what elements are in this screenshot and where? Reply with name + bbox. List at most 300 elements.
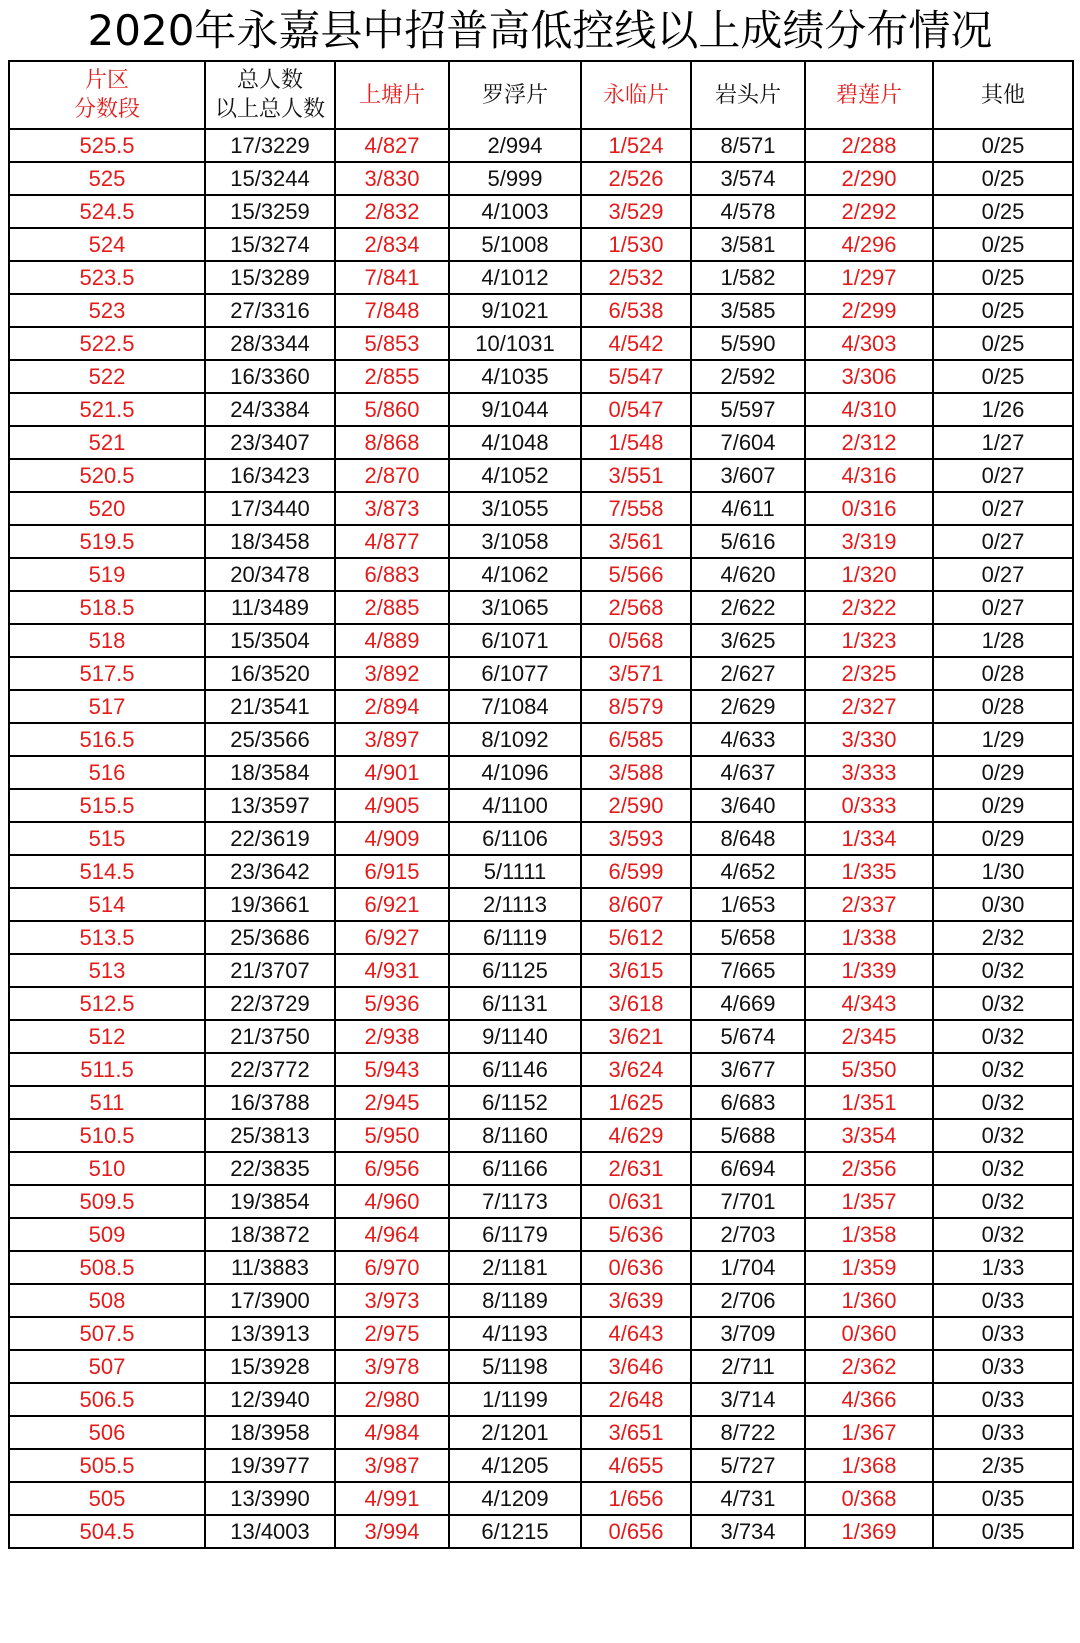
yantou-cell: 4/731 bbox=[691, 1482, 805, 1515]
shangtang-cell: 4/931 bbox=[335, 954, 449, 987]
score-band-cell: 509.5 bbox=[9, 1185, 205, 1218]
bilian-cell: 1/335 bbox=[805, 855, 933, 888]
yonglin-cell: 8/607 bbox=[581, 888, 691, 921]
other-cell: 0/25 bbox=[933, 360, 1073, 393]
bilian-cell: 0/368 bbox=[805, 1482, 933, 1515]
shangtang-cell: 3/987 bbox=[335, 1449, 449, 1482]
other-cell: 0/27 bbox=[933, 525, 1073, 558]
yantou-cell: 5/727 bbox=[691, 1449, 805, 1482]
total-cell: 12/3940 bbox=[205, 1383, 335, 1416]
bilian-cell: 2/356 bbox=[805, 1152, 933, 1185]
other-cell: 0/35 bbox=[933, 1515, 1073, 1548]
yantou-cell: 4/633 bbox=[691, 723, 805, 756]
shangtang-cell: 4/960 bbox=[335, 1185, 449, 1218]
total-cell: 13/4003 bbox=[205, 1515, 335, 1548]
table-row bbox=[9, 657, 1073, 690]
other-cell: 0/28 bbox=[933, 690, 1073, 723]
luofu-cell: 3/1065 bbox=[449, 591, 581, 624]
luofu-cell: 6/1071 bbox=[449, 624, 581, 657]
table-row bbox=[9, 327, 1073, 360]
total-cell: 18/3458 bbox=[205, 525, 335, 558]
score-band-cell: 505 bbox=[9, 1482, 205, 1515]
shangtang-cell: 5/936 bbox=[335, 987, 449, 1020]
header-bilian: 碧莲片 bbox=[805, 61, 933, 129]
other-cell: 0/32 bbox=[933, 1119, 1073, 1152]
bilian-cell: 5/350 bbox=[805, 1053, 933, 1086]
score-band-cell: 514 bbox=[9, 888, 205, 921]
yantou-cell: 7/701 bbox=[691, 1185, 805, 1218]
table-row bbox=[9, 921, 1073, 954]
other-cell: 0/32 bbox=[933, 1152, 1073, 1185]
score-band-cell: 510 bbox=[9, 1152, 205, 1185]
bilian-cell: 2/337 bbox=[805, 888, 933, 921]
total-header bbox=[205, 61, 335, 129]
other-cell: 0/25 bbox=[933, 228, 1073, 261]
shangtang-cell: 6/956 bbox=[335, 1152, 449, 1185]
other-cell: 0/32 bbox=[933, 1020, 1073, 1053]
yantou-cell: 1/653 bbox=[691, 888, 805, 921]
luofu-cell: 6/1077 bbox=[449, 657, 581, 690]
table-row bbox=[9, 1350, 1073, 1383]
other-cell: 0/25 bbox=[933, 162, 1073, 195]
other-cell: 0/32 bbox=[933, 1086, 1073, 1119]
bilian-cell: 1/320 bbox=[805, 558, 933, 591]
yantou-cell: 8/722 bbox=[691, 1416, 805, 1449]
total-cell: 22/3835 bbox=[205, 1152, 335, 1185]
yonglin-cell: 6/599 bbox=[581, 855, 691, 888]
luofu-cell: 4/1048 bbox=[449, 426, 581, 459]
score-band-cell: 516 bbox=[9, 756, 205, 789]
total-cell: 27/3316 bbox=[205, 294, 335, 327]
total-cell: 23/3407 bbox=[205, 426, 335, 459]
yantou-cell: 4/669 bbox=[691, 987, 805, 1020]
other-cell: 0/28 bbox=[933, 657, 1073, 690]
luofu-cell: 3/1058 bbox=[449, 525, 581, 558]
bilian-cell: 0/360 bbox=[805, 1317, 933, 1350]
total-cell: 17/3229 bbox=[205, 129, 335, 162]
bilian-cell: 2/312 bbox=[805, 426, 933, 459]
other-cell: 2/32 bbox=[933, 921, 1073, 954]
score-band-cell: 519 bbox=[9, 558, 205, 591]
other-cell: 0/27 bbox=[933, 591, 1073, 624]
shangtang-cell: 4/827 bbox=[335, 129, 449, 162]
table-row bbox=[9, 1515, 1073, 1548]
shangtang-cell: 6/883 bbox=[335, 558, 449, 591]
other-cell: 1/27 bbox=[933, 426, 1073, 459]
other-cell: 0/25 bbox=[933, 195, 1073, 228]
table-row bbox=[9, 1020, 1073, 1053]
luofu-cell: 4/1096 bbox=[449, 756, 581, 789]
table-row bbox=[9, 129, 1073, 162]
header-yantou: 岩头片 bbox=[691, 61, 805, 129]
other-cell: 0/27 bbox=[933, 492, 1073, 525]
total-cell: 19/3977 bbox=[205, 1449, 335, 1482]
bilian-cell: 4/343 bbox=[805, 987, 933, 1020]
bilian-cell: 1/323 bbox=[805, 624, 933, 657]
yantou-cell: 8/648 bbox=[691, 822, 805, 855]
shangtang-cell: 3/994 bbox=[335, 1515, 449, 1548]
yonglin-cell: 3/551 bbox=[581, 459, 691, 492]
yantou-cell: 4/578 bbox=[691, 195, 805, 228]
score-band-cell: 508.5 bbox=[9, 1251, 205, 1284]
yonglin-cell: 3/621 bbox=[581, 1020, 691, 1053]
yonglin-cell: 3/618 bbox=[581, 987, 691, 1020]
score-band-cell: 515 bbox=[9, 822, 205, 855]
other-cell: 0/32 bbox=[933, 1185, 1073, 1218]
bilian-cell: 1/339 bbox=[805, 954, 933, 987]
score-band-cell: 504.5 bbox=[9, 1515, 205, 1548]
total-cell: 21/3750 bbox=[205, 1020, 335, 1053]
score-band-cell: 520 bbox=[9, 492, 205, 525]
yonglin-cell: 2/631 bbox=[581, 1152, 691, 1185]
luofu-cell: 2/1113 bbox=[449, 888, 581, 921]
luofu-cell: 1/1199 bbox=[449, 1383, 581, 1416]
shangtang-cell: 2/980 bbox=[335, 1383, 449, 1416]
luofu-cell: 10/1031 bbox=[449, 327, 581, 360]
yonglin-cell: 2/526 bbox=[581, 162, 691, 195]
bilian-cell: 1/369 bbox=[805, 1515, 933, 1548]
table-row bbox=[9, 228, 1073, 261]
bilian-cell: 2/292 bbox=[805, 195, 933, 228]
bilian-cell: 0/316 bbox=[805, 492, 933, 525]
shangtang-cell: 3/830 bbox=[335, 162, 449, 195]
luofu-cell: 2/1181 bbox=[449, 1251, 581, 1284]
bilian-cell: 1/358 bbox=[805, 1218, 933, 1251]
score-band-cell: 518 bbox=[9, 624, 205, 657]
total-cell: 15/3244 bbox=[205, 162, 335, 195]
score-band-cell: 505.5 bbox=[9, 1449, 205, 1482]
yantou-cell: 2/592 bbox=[691, 360, 805, 393]
table-row bbox=[9, 1053, 1073, 1086]
shangtang-cell: 4/909 bbox=[335, 822, 449, 855]
bilian-cell: 2/322 bbox=[805, 591, 933, 624]
shangtang-cell: 6/970 bbox=[335, 1251, 449, 1284]
yantou-cell: 4/652 bbox=[691, 855, 805, 888]
table-row bbox=[9, 261, 1073, 294]
luofu-cell: 6/1131 bbox=[449, 987, 581, 1020]
score-band-cell: 520.5 bbox=[9, 459, 205, 492]
luofu-cell: 4/1193 bbox=[449, 1317, 581, 1350]
shangtang-cell: 2/885 bbox=[335, 591, 449, 624]
yonglin-cell: 3/639 bbox=[581, 1284, 691, 1317]
yonglin-cell: 3/571 bbox=[581, 657, 691, 690]
other-cell: 0/25 bbox=[933, 327, 1073, 360]
shangtang-cell: 2/834 bbox=[335, 228, 449, 261]
other-cell: 1/26 bbox=[933, 393, 1073, 426]
score-band-cell: 513.5 bbox=[9, 921, 205, 954]
score-band-cell: 524 bbox=[9, 228, 205, 261]
luofu-cell: 6/1215 bbox=[449, 1515, 581, 1548]
score-band-cell: 506 bbox=[9, 1416, 205, 1449]
yonglin-cell: 3/615 bbox=[581, 954, 691, 987]
luofu-cell: 6/1166 bbox=[449, 1152, 581, 1185]
score-band-cell: 507 bbox=[9, 1350, 205, 1383]
other-cell: 0/33 bbox=[933, 1284, 1073, 1317]
table-row bbox=[9, 723, 1073, 756]
yonglin-cell: 2/568 bbox=[581, 591, 691, 624]
table-row bbox=[9, 822, 1073, 855]
table-row bbox=[9, 789, 1073, 822]
shangtang-cell: 5/853 bbox=[335, 327, 449, 360]
yantou-cell: 6/694 bbox=[691, 1152, 805, 1185]
table-row bbox=[9, 558, 1073, 591]
luofu-cell: 4/1209 bbox=[449, 1482, 581, 1515]
total-cell: 15/3504 bbox=[205, 624, 335, 657]
bilian-cell: 2/327 bbox=[805, 690, 933, 723]
bilian-cell: 2/362 bbox=[805, 1350, 933, 1383]
luofu-cell: 5/1198 bbox=[449, 1350, 581, 1383]
yantou-cell: 2/706 bbox=[691, 1284, 805, 1317]
other-cell: 0/25 bbox=[933, 129, 1073, 162]
total-cell: 17/3900 bbox=[205, 1284, 335, 1317]
yonglin-cell: 3/588 bbox=[581, 756, 691, 789]
other-cell: 0/33 bbox=[933, 1350, 1073, 1383]
total-cell: 18/3872 bbox=[205, 1218, 335, 1251]
other-cell: 0/32 bbox=[933, 987, 1073, 1020]
other-cell: 0/27 bbox=[933, 558, 1073, 591]
table-row bbox=[9, 624, 1073, 657]
shangtang-cell: 4/991 bbox=[335, 1482, 449, 1515]
shangtang-cell: 5/950 bbox=[335, 1119, 449, 1152]
shangtang-cell: 6/927 bbox=[335, 921, 449, 954]
shangtang-cell: 2/832 bbox=[335, 195, 449, 228]
other-cell: 1/29 bbox=[933, 723, 1073, 756]
other-cell: 1/28 bbox=[933, 624, 1073, 657]
header-yonglin: 永临片 bbox=[581, 61, 691, 129]
shangtang-cell: 4/905 bbox=[335, 789, 449, 822]
luofu-cell: 6/1146 bbox=[449, 1053, 581, 1086]
shangtang-cell: 2/945 bbox=[335, 1086, 449, 1119]
bilian-cell: 2/345 bbox=[805, 1020, 933, 1053]
yantou-cell: 5/674 bbox=[691, 1020, 805, 1053]
score-band-cell: 517 bbox=[9, 690, 205, 723]
yantou-cell: 7/665 bbox=[691, 954, 805, 987]
header-luofu: 罗浮片 bbox=[449, 61, 581, 129]
score-band-cell: 521 bbox=[9, 426, 205, 459]
shangtang-cell: 6/921 bbox=[335, 888, 449, 921]
luofu-cell: 4/1052 bbox=[449, 459, 581, 492]
yonglin-cell: 6/538 bbox=[581, 294, 691, 327]
yonglin-cell: 5/566 bbox=[581, 558, 691, 591]
score-band-cell: 524.5 bbox=[9, 195, 205, 228]
shangtang-cell: 2/894 bbox=[335, 690, 449, 723]
bilian-cell: 3/319 bbox=[805, 525, 933, 558]
shangtang-cell: 4/877 bbox=[335, 525, 449, 558]
total-cell: 13/3597 bbox=[205, 789, 335, 822]
score-distribution-table bbox=[8, 60, 1074, 1549]
yonglin-cell: 1/625 bbox=[581, 1086, 691, 1119]
yantou-cell: 5/597 bbox=[691, 393, 805, 426]
yonglin-cell: 7/558 bbox=[581, 492, 691, 525]
bilian-cell: 1/357 bbox=[805, 1185, 933, 1218]
yantou-cell: 3/607 bbox=[691, 459, 805, 492]
total-header-line2: 以上总人数 bbox=[214, 97, 325, 122]
other-cell: 0/25 bbox=[933, 294, 1073, 327]
shangtang-cell: 7/848 bbox=[335, 294, 449, 327]
luofu-cell: 3/1055 bbox=[449, 492, 581, 525]
yonglin-cell: 8/579 bbox=[581, 690, 691, 723]
bilian-cell: 2/290 bbox=[805, 162, 933, 195]
total-cell: 16/3360 bbox=[205, 360, 335, 393]
score-band-cell: 521.5 bbox=[9, 393, 205, 426]
bilian-cell: 3/330 bbox=[805, 723, 933, 756]
total-cell: 17/3440 bbox=[205, 492, 335, 525]
yantou-cell: 1/582 bbox=[691, 261, 805, 294]
total-cell: 22/3772 bbox=[205, 1053, 335, 1086]
total-cell: 25/3813 bbox=[205, 1119, 335, 1152]
yonglin-cell: 5/636 bbox=[581, 1218, 691, 1251]
yantou-cell: 5/590 bbox=[691, 327, 805, 360]
table-row bbox=[9, 1218, 1073, 1251]
yantou-cell: 7/604 bbox=[691, 426, 805, 459]
other-cell: 1/33 bbox=[933, 1251, 1073, 1284]
table-row bbox=[9, 1383, 1073, 1416]
yantou-cell: 2/703 bbox=[691, 1218, 805, 1251]
score-band-cell: 522 bbox=[9, 360, 205, 393]
luofu-cell: 7/1084 bbox=[449, 690, 581, 723]
total-cell: 18/3958 bbox=[205, 1416, 335, 1449]
score-band-cell: 518.5 bbox=[9, 591, 205, 624]
yantou-cell: 3/734 bbox=[691, 1515, 805, 1548]
score-band-cell: 513 bbox=[9, 954, 205, 987]
bilian-cell: 1/351 bbox=[805, 1086, 933, 1119]
yonglin-cell: 0/568 bbox=[581, 624, 691, 657]
luofu-cell: 2/1201 bbox=[449, 1416, 581, 1449]
luofu-cell: 6/1179 bbox=[449, 1218, 581, 1251]
luofu-cell: 5/1111 bbox=[449, 855, 581, 888]
table-row bbox=[9, 195, 1073, 228]
score-band-cell: 525.5 bbox=[9, 129, 205, 162]
table-row bbox=[9, 162, 1073, 195]
yantou-cell: 2/627 bbox=[691, 657, 805, 690]
other-cell: 0/27 bbox=[933, 459, 1073, 492]
score-band-cell: 507.5 bbox=[9, 1317, 205, 1350]
shangtang-cell: 2/975 bbox=[335, 1317, 449, 1350]
total-cell: 15/3928 bbox=[205, 1350, 335, 1383]
luofu-cell: 4/1205 bbox=[449, 1449, 581, 1482]
yantou-cell: 4/611 bbox=[691, 492, 805, 525]
table-row bbox=[9, 1086, 1073, 1119]
shangtang-cell: 2/938 bbox=[335, 1020, 449, 1053]
table-row bbox=[9, 1482, 1073, 1515]
table-row bbox=[9, 1416, 1073, 1449]
yonglin-cell: 3/624 bbox=[581, 1053, 691, 1086]
shangtang-cell: 8/868 bbox=[335, 426, 449, 459]
shangtang-cell: 3/973 bbox=[335, 1284, 449, 1317]
table-body bbox=[9, 129, 1073, 1548]
score-band-cell: 508 bbox=[9, 1284, 205, 1317]
bilian-cell: 3/333 bbox=[805, 756, 933, 789]
other-cell: 1/30 bbox=[933, 855, 1073, 888]
table-row bbox=[9, 492, 1073, 525]
total-cell: 24/3384 bbox=[205, 393, 335, 426]
shangtang-cell: 6/915 bbox=[335, 855, 449, 888]
other-cell: 0/29 bbox=[933, 756, 1073, 789]
table-row bbox=[9, 1185, 1073, 1218]
luofu-cell: 6/1152 bbox=[449, 1086, 581, 1119]
shangtang-cell: 2/870 bbox=[335, 459, 449, 492]
header-other: 其他 bbox=[933, 61, 1073, 129]
yantou-cell: 2/622 bbox=[691, 591, 805, 624]
table-row bbox=[9, 1449, 1073, 1482]
score-band-cell: 523.5 bbox=[9, 261, 205, 294]
bilian-cell: 4/296 bbox=[805, 228, 933, 261]
table-row bbox=[9, 1317, 1073, 1350]
score-band-cell: 512 bbox=[9, 1020, 205, 1053]
score-band-cell: 515.5 bbox=[9, 789, 205, 822]
table-row bbox=[9, 294, 1073, 327]
table-row bbox=[9, 426, 1073, 459]
other-cell: 0/29 bbox=[933, 789, 1073, 822]
score-band-cell: 512.5 bbox=[9, 987, 205, 1020]
yonglin-cell: 3/529 bbox=[581, 195, 691, 228]
score-band-cell: 506.5 bbox=[9, 1383, 205, 1416]
bilian-cell: 2/325 bbox=[805, 657, 933, 690]
table-row bbox=[9, 1284, 1073, 1317]
bilian-cell: 1/359 bbox=[805, 1251, 933, 1284]
yantou-cell: 5/658 bbox=[691, 921, 805, 954]
yantou-cell: 5/688 bbox=[691, 1119, 805, 1152]
score-band-cell: 516.5 bbox=[9, 723, 205, 756]
luofu-cell: 9/1021 bbox=[449, 294, 581, 327]
yonglin-cell: 1/524 bbox=[581, 129, 691, 162]
header-row bbox=[9, 61, 1073, 129]
total-cell: 28/3344 bbox=[205, 327, 335, 360]
yonglin-cell: 1/548 bbox=[581, 426, 691, 459]
yantou-cell: 8/571 bbox=[691, 129, 805, 162]
score-band-cell: 522.5 bbox=[9, 327, 205, 360]
table-row bbox=[9, 690, 1073, 723]
shangtang-cell: 3/873 bbox=[335, 492, 449, 525]
table-row bbox=[9, 888, 1073, 921]
score-band-cell: 509 bbox=[9, 1218, 205, 1251]
yantou-cell: 1/704 bbox=[691, 1251, 805, 1284]
table-row bbox=[9, 393, 1073, 426]
yantou-cell: 3/677 bbox=[691, 1053, 805, 1086]
luofu-cell: 8/1092 bbox=[449, 723, 581, 756]
bilian-cell: 3/354 bbox=[805, 1119, 933, 1152]
yonglin-cell: 4/629 bbox=[581, 1119, 691, 1152]
yonglin-cell: 5/612 bbox=[581, 921, 691, 954]
total-cell: 22/3619 bbox=[205, 822, 335, 855]
luofu-cell: 6/1119 bbox=[449, 921, 581, 954]
total-cell: 21/3541 bbox=[205, 690, 335, 723]
table-row bbox=[9, 855, 1073, 888]
total-header-line1: 总人数 bbox=[236, 68, 303, 93]
table-row bbox=[9, 525, 1073, 558]
yonglin-cell: 4/542 bbox=[581, 327, 691, 360]
luofu-cell: 4/1100 bbox=[449, 789, 581, 822]
bilian-cell: 2/299 bbox=[805, 294, 933, 327]
luofu-cell: 4/1003 bbox=[449, 195, 581, 228]
other-cell: 0/32 bbox=[933, 954, 1073, 987]
shangtang-cell: 4/984 bbox=[335, 1416, 449, 1449]
score-band-cell: 517.5 bbox=[9, 657, 205, 690]
yonglin-cell: 4/643 bbox=[581, 1317, 691, 1350]
yantou-cell: 3/714 bbox=[691, 1383, 805, 1416]
yonglin-cell: 0/631 bbox=[581, 1185, 691, 1218]
other-cell: 0/33 bbox=[933, 1383, 1073, 1416]
table-row bbox=[9, 1251, 1073, 1284]
corner-header-score-band: 分数段 bbox=[73, 97, 140, 122]
other-cell: 0/29 bbox=[933, 822, 1073, 855]
score-band-cell: 523 bbox=[9, 294, 205, 327]
yonglin-cell: 0/636 bbox=[581, 1251, 691, 1284]
yantou-cell: 4/637 bbox=[691, 756, 805, 789]
yonglin-cell: 3/561 bbox=[581, 525, 691, 558]
corner-header bbox=[9, 61, 205, 129]
total-cell: 15/3274 bbox=[205, 228, 335, 261]
